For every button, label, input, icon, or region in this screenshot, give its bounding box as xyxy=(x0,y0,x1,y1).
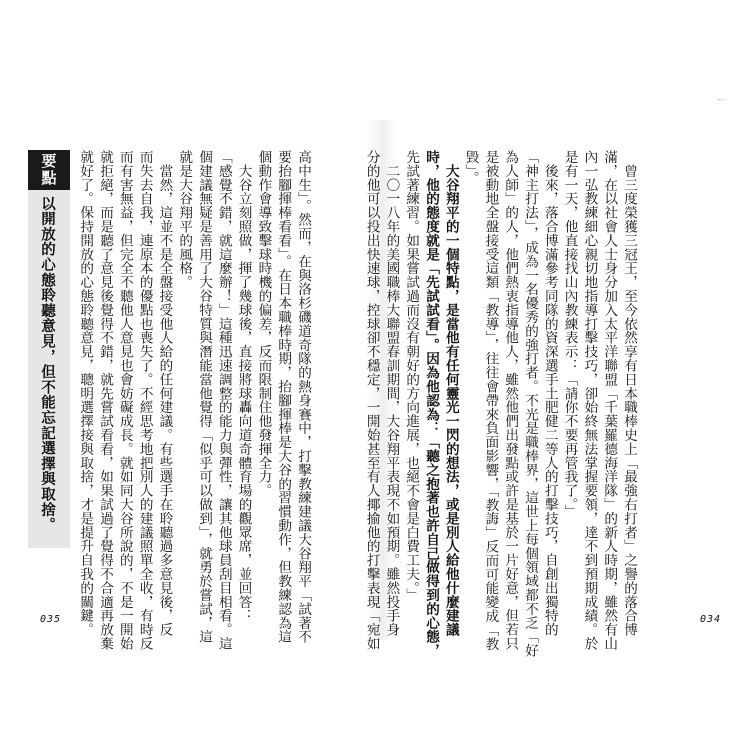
text-line: 個建議無疑是善用了大谷特質與潛能當他覺得「似乎可以做到」，就勇於嘗試，這 xyxy=(196,150,213,644)
key-point-tab: 要點 xyxy=(28,150,70,190)
left-page-body xyxy=(74,150,312,651)
text-line: 毀」。 xyxy=(462,150,479,185)
text-line: 是被動地全盤接受這類「教導」，往往會帶來負面影響，「教誨」反而可能變成「教 xyxy=(482,150,499,651)
text-line: 內一弘教練細心親切地指導打擊技巧，卻始終無法掌握要領，達不到預期成績。於 xyxy=(581,150,598,651)
text-line: 就是大谷翔平的風格。 xyxy=(176,150,193,289)
text-line: 大谷立刻照做，揮了幾球後，直接將球轟向道奇體育場的觀眾席，並回答： xyxy=(235,150,252,623)
text-line: 就好了。保持開放的心態聆聽意見，聰明選擇接與取捨，才是提升自我的關鍵。 xyxy=(77,150,94,637)
text-line: 個動作會導致擊球時機的偏差，反而限制住他發揮全力。 xyxy=(255,150,272,498)
text-line: 先試著練習。如果嘗試過而沒有朝好的方向進展，也絕不會是白費工夫。」 xyxy=(403,150,420,602)
text-line: 要抬腳揮棒看看」。在日本職棒時期，抬腳揮棒是大谷的習慣動作，但教練認為這 xyxy=(275,150,292,644)
text-line: 當然，這並不是全盤接受他人給的任何建議。有些選手在聆聽過多意見後，反 xyxy=(156,150,173,637)
text-line: 分的他可以投出快速球，控球卻不穩定，一開始甚至有人揶揄他的打擊表現「宛如 xyxy=(363,150,380,651)
text-line: 曾三度榮獲三冠王，至今依然享有日本職棒史上「最強右打者」之譽的落合博 xyxy=(621,150,637,637)
text-line-emphasis: 大谷翔平的一個特點，是當他有任何靈光一閃的想法，或是別人給他什麼建議 xyxy=(442,150,459,637)
text-line: 為人師」的人，他們熱衷指導他人，雖然他們出發點或許是基於一片好意，但若只 xyxy=(502,150,519,651)
right-page-body xyxy=(361,150,638,658)
text-line: 滿，在以社會人士身分加入太平洋聯盟「千葉羅德海洋隊」的新人時期，雖然有山 xyxy=(601,150,618,651)
text-line-emphasis: 時，他的態度就是「先試試看」。因為他認為：「聽之抱著也許自己做得到的心態， xyxy=(423,150,440,658)
text-line: 而失去自我，連原本的優點也喪失了。不經思考地把別人的建議照單全收，有時反 xyxy=(136,150,153,651)
key-point-text: 以開放的心態聆聽意見，但不能忘記選擇與取捨。 xyxy=(39,196,55,533)
corner-mark: .. xyxy=(718,93,724,102)
text-line: 是有一天，他直接找山內教練表示：「請你不要再管我了。」 xyxy=(561,150,578,519)
page-number-right: 034 xyxy=(700,614,722,625)
text-line: 後來，落合博滿參考同隊的資深選手土肥健二等人的打擊技巧，自創出獨特的 xyxy=(541,150,558,637)
text-line: 而有害無益，但完全不聽他人意見也會妨礙成長。就如同大谷所說的，不是一開始 xyxy=(116,150,133,651)
text-line: 就拒絕，而是聽了意見後覺得不錯，就先嘗試看看，如果試過了覺得不合適再放棄 xyxy=(97,150,114,651)
text-line: 「感覺不錯，就這麼辦！」這種迅速調整的能力與彈性，讓其他球員刮目相看。這 xyxy=(215,150,232,651)
page-number-left: 035 xyxy=(40,614,62,625)
text-line: 二〇一八年的美國職棒大聯盟春訓期間，大谷翔平表現不如預期。雖然投手身 xyxy=(383,150,400,637)
text-line: 高中生」。然而，在與洛杉磯道奇隊的熱身賽中，打擊教練建議大谷翔平「試著不 xyxy=(295,150,311,644)
text-line: 「神主打法」，成為一名優秀的強打者。不光是職棒界，這世上每個領域都不乏「好 xyxy=(522,150,539,658)
